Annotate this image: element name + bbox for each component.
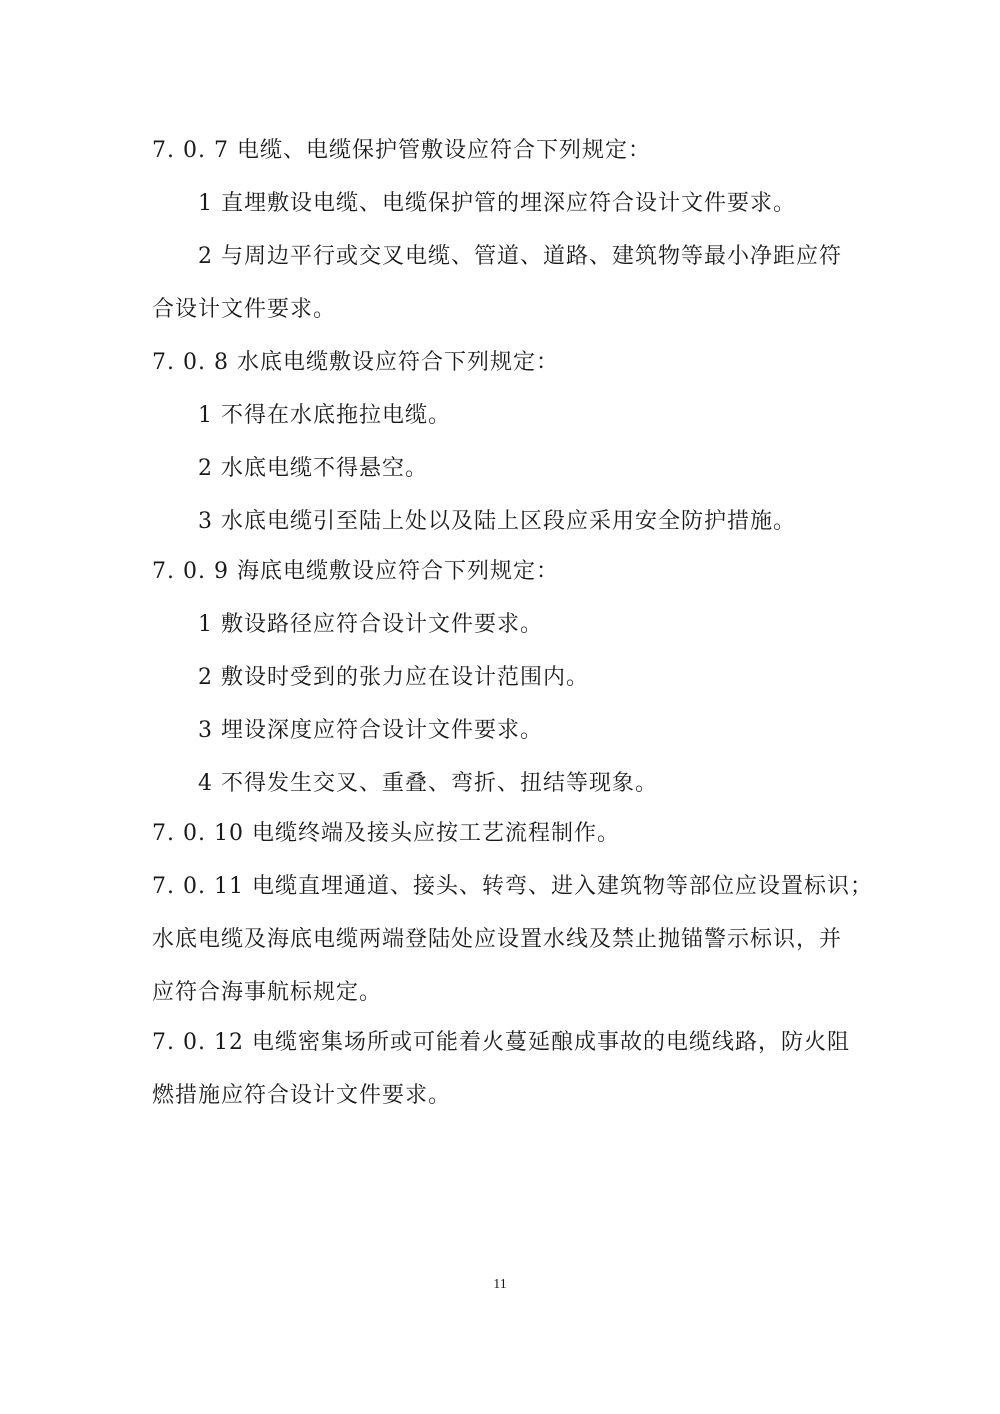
clause-7-0-9-item-1: 1 敷设路径应符合设计文件要求。 [198,612,543,637]
clause-7-0-7-heading: 7. 0. 7 电缆、电缆保护管敷设应符合下列规定： [152,138,651,163]
clause-7-0-8-heading: 7. 0. 8 水底电缆敷设应符合下列规定： [152,350,559,375]
clause-7-0-9-heading: 7. 0. 9 海底电缆敷设应符合下列规定： [152,559,559,584]
clause-7-0-9-item-3: 3 埋设深度应符合设计文件要求。 [198,718,543,743]
clause-7-0-8-item-1: 1 不得在水底拖拉电缆。 [198,403,451,428]
page-number: 11 [493,1277,507,1292]
clause-7-0-8-item-3: 3 水底电缆引至陆上处以及陆上区段应采用安全防护措施。 [198,509,796,534]
clause-7-0-9-item-2: 2 敷设时受到的张力应在设计范围内。 [198,665,589,690]
clause-7-0-11-line-2: 水底电缆及海底电缆两端登陆处应设置水线及禁止抛锚警示标识，并 [152,927,843,952]
clause-7-0-8-item-2: 2 水底电缆不得悬空。 [198,456,428,481]
clause-7-0-9-item-4: 4 不得发生交叉、重叠、弯折、扭结等现象。 [198,771,658,796]
clause-7-0-7-item-2: 2 与周边平行或交叉电缆、管道、道路、建筑物等最小净距应符 [198,244,842,269]
clause-7-0-10: 7. 0. 10 电缆终端及接头应按工艺流程制作。 [152,821,620,846]
clause-7-0-11-line-3: 应符合海事航标规定。 [152,980,383,1005]
clause-7-0-7-item-1: 1 直埋敷设电缆、电缆保护管的埋深应符合设计文件要求。 [198,191,796,216]
clause-7-0-12-line-1: 7. 0. 12 电缆密集场所或可能着火蔓延酿成事故的电缆线路，防火阻 [152,1030,850,1055]
clause-7-0-12-line-2: 燃措施应符合设计文件要求。 [152,1083,452,1108]
clause-7-0-7-item-2-cont: 合设计文件要求。 [152,297,337,322]
clause-7-0-11-line-1: 7. 0. 11 电缆直埋通道、接头、转弯、进入建筑物等部位应设置标识； [152,874,873,899]
